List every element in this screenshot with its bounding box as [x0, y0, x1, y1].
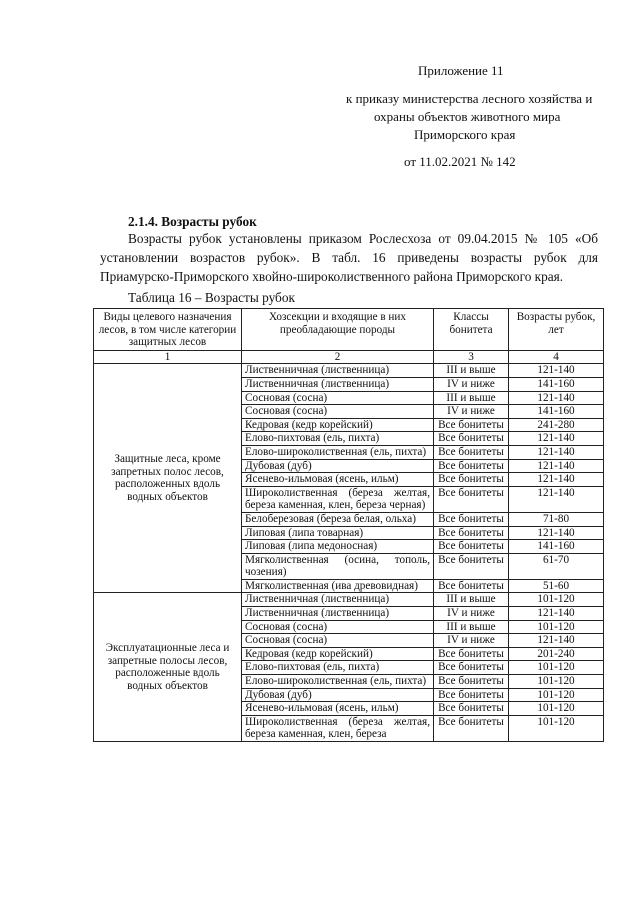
- species-cell: Лиственничная (лиственница): [242, 364, 434, 378]
- order-date: от 11.02.2021 № 142: [404, 154, 516, 169]
- class-cell: III и выше: [434, 391, 509, 405]
- species-cell: Сосновая (сосна): [242, 391, 434, 405]
- class-cell: III и выше: [434, 593, 509, 607]
- age-cell: 101-120: [509, 675, 604, 689]
- class-cell: Все бонитеты: [434, 661, 509, 675]
- column-number-row: [94, 350, 604, 364]
- column-number: 4: [509, 350, 604, 364]
- appendix-label: Приложение 11: [418, 63, 504, 78]
- age-cell: 101-120: [509, 661, 604, 675]
- section-title: 2.1.4. Возрасты рубок: [128, 214, 257, 229]
- header-age: Возрасты рубок, лет: [509, 309, 604, 351]
- species-cell: Кедровая (кедр корейский): [242, 418, 434, 432]
- species-cell: Сосновая (сосна): [242, 634, 434, 648]
- species-cell: Ясенево-ильмовая (ясень, ильм): [242, 702, 434, 716]
- section-body: Возрасты рубок установлены приказом Рослесхоза от 09.04.2015 № 105 «Об установлении возрастов рубок». В табл. 16 приведены возрасты рубок для Приамурско-Приморского хвойно-широколиственного района Приморского края.: [100, 231, 598, 284]
- class-cell: Все бонитеты: [434, 675, 509, 689]
- age-cell: 61-70: [509, 553, 604, 579]
- table-row: [94, 593, 604, 607]
- species-cell: Дубовая (дуб): [242, 688, 434, 702]
- class-cell: Все бонитеты: [434, 702, 509, 716]
- column-number: 1: [94, 350, 242, 364]
- species-cell: Липовая (липа медоносная): [242, 540, 434, 554]
- species-cell: Лиственничная (лиственница): [242, 377, 434, 391]
- class-cell: Все бонитеты: [434, 418, 509, 432]
- table-row: [94, 364, 604, 378]
- cutting-age-table: [93, 308, 604, 742]
- age-cell: 101-120: [509, 688, 604, 702]
- age-cell: 141-160: [509, 540, 604, 554]
- species-cell: Лиственничная (лиственница): [242, 593, 434, 607]
- age-cell: 121-140: [509, 364, 604, 378]
- species-cell: Широколиственная (береза желтая, береза каменная, клен, береза: [242, 715, 434, 741]
- species-cell: Сосновая (сосна): [242, 405, 434, 419]
- class-cell: Все бонитеты: [434, 459, 509, 473]
- species-cell: Сосновая (сосна): [242, 620, 434, 634]
- age-cell: 101-120: [509, 620, 604, 634]
- order-line-1: к приказу министерства лесного хозяйства и: [346, 91, 593, 106]
- age-cell: 121-140: [509, 486, 604, 512]
- forest-category-cell: Защитные леса, кроме запретных полос лесов, расположенных вдоль водных объектов: [94, 364, 242, 593]
- species-cell: Мягколиственная (осина, тополь, чозения): [242, 553, 434, 579]
- table-caption: Таблица 16 – Возрасты рубок: [128, 290, 295, 305]
- class-cell: Все бонитеты: [434, 526, 509, 540]
- class-cell: IV и ниже: [434, 405, 509, 419]
- class-cell: III и выше: [434, 364, 509, 378]
- class-cell: Все бонитеты: [434, 432, 509, 446]
- class-cell: Все бонитеты: [434, 512, 509, 526]
- class-cell: Все бонитеты: [434, 445, 509, 459]
- age-cell: 121-140: [509, 432, 604, 446]
- species-cell: Лиственничная (лиственница): [242, 607, 434, 621]
- column-number: 3: [434, 350, 509, 364]
- species-cell: Белоберезовая (береза белая, ольха): [242, 512, 434, 526]
- table-header-row: [94, 309, 604, 351]
- age-cell: 141-160: [509, 377, 604, 391]
- table-body: [94, 364, 604, 742]
- class-cell: Все бонитеты: [434, 688, 509, 702]
- age-cell: 71-80: [509, 512, 604, 526]
- species-cell: Елово-широколиственная (ель, пихта): [242, 445, 434, 459]
- species-cell: Широколиственная (береза желтая, береза каменная, клен, береза черная): [242, 486, 434, 512]
- age-cell: 121-140: [509, 459, 604, 473]
- age-cell: 121-140: [509, 391, 604, 405]
- class-cell: Все бонитеты: [434, 715, 509, 741]
- species-cell: Мягколиственная (ива древовидная): [242, 579, 434, 593]
- header-purpose: Виды целевого назначения лесов, в том числе категории защитных лесов: [94, 309, 242, 351]
- species-cell: Кедровая (кедр корейский): [242, 647, 434, 661]
- age-cell: 121-140: [509, 526, 604, 540]
- class-cell: Все бонитеты: [434, 647, 509, 661]
- class-cell: III и выше: [434, 620, 509, 634]
- species-cell: Ясенево-ильмовая (ясень, ильм): [242, 473, 434, 487]
- age-cell: 101-120: [509, 715, 604, 741]
- order-line-2: охраны объектов животного мира: [374, 109, 561, 124]
- species-cell: Елово-широколиственная (ель, пихта): [242, 675, 434, 689]
- species-cell: Елово-пихтовая (ель, пихта): [242, 661, 434, 675]
- age-cell: 141-160: [509, 405, 604, 419]
- age-cell: 241-280: [509, 418, 604, 432]
- header-species: Хозсекции и входящие в них преобладающие породы: [242, 309, 434, 351]
- class-cell: Все бонитеты: [434, 579, 509, 593]
- species-cell: Елово-пихтовая (ель, пихта): [242, 432, 434, 446]
- species-cell: Дубовая (дуб): [242, 459, 434, 473]
- age-cell: 101-120: [509, 593, 604, 607]
- forest-category-cell: Эксплуатационные леса и запретные полосы лесов, расположенные вдоль водных объектов: [94, 593, 242, 742]
- class-cell: Все бонитеты: [434, 473, 509, 487]
- order-line-3: Приморского края: [414, 127, 516, 142]
- age-cell: 121-140: [509, 607, 604, 621]
- species-cell: Липовая (липа товарная): [242, 526, 434, 540]
- class-cell: IV и ниже: [434, 634, 509, 648]
- class-cell: Все бонитеты: [434, 486, 509, 512]
- class-cell: IV и ниже: [434, 607, 509, 621]
- age-cell: 51-60: [509, 579, 604, 593]
- age-cell: 201-240: [509, 647, 604, 661]
- age-cell: 121-140: [509, 473, 604, 487]
- column-number: 2: [242, 350, 434, 364]
- age-cell: 121-140: [509, 445, 604, 459]
- header-class: Классы бонитета: [434, 309, 509, 351]
- age-cell: 121-140: [509, 634, 604, 648]
- class-cell: IV и ниже: [434, 377, 509, 391]
- class-cell: Все бонитеты: [434, 540, 509, 554]
- class-cell: Все бонитеты: [434, 553, 509, 579]
- age-cell: 101-120: [509, 702, 604, 716]
